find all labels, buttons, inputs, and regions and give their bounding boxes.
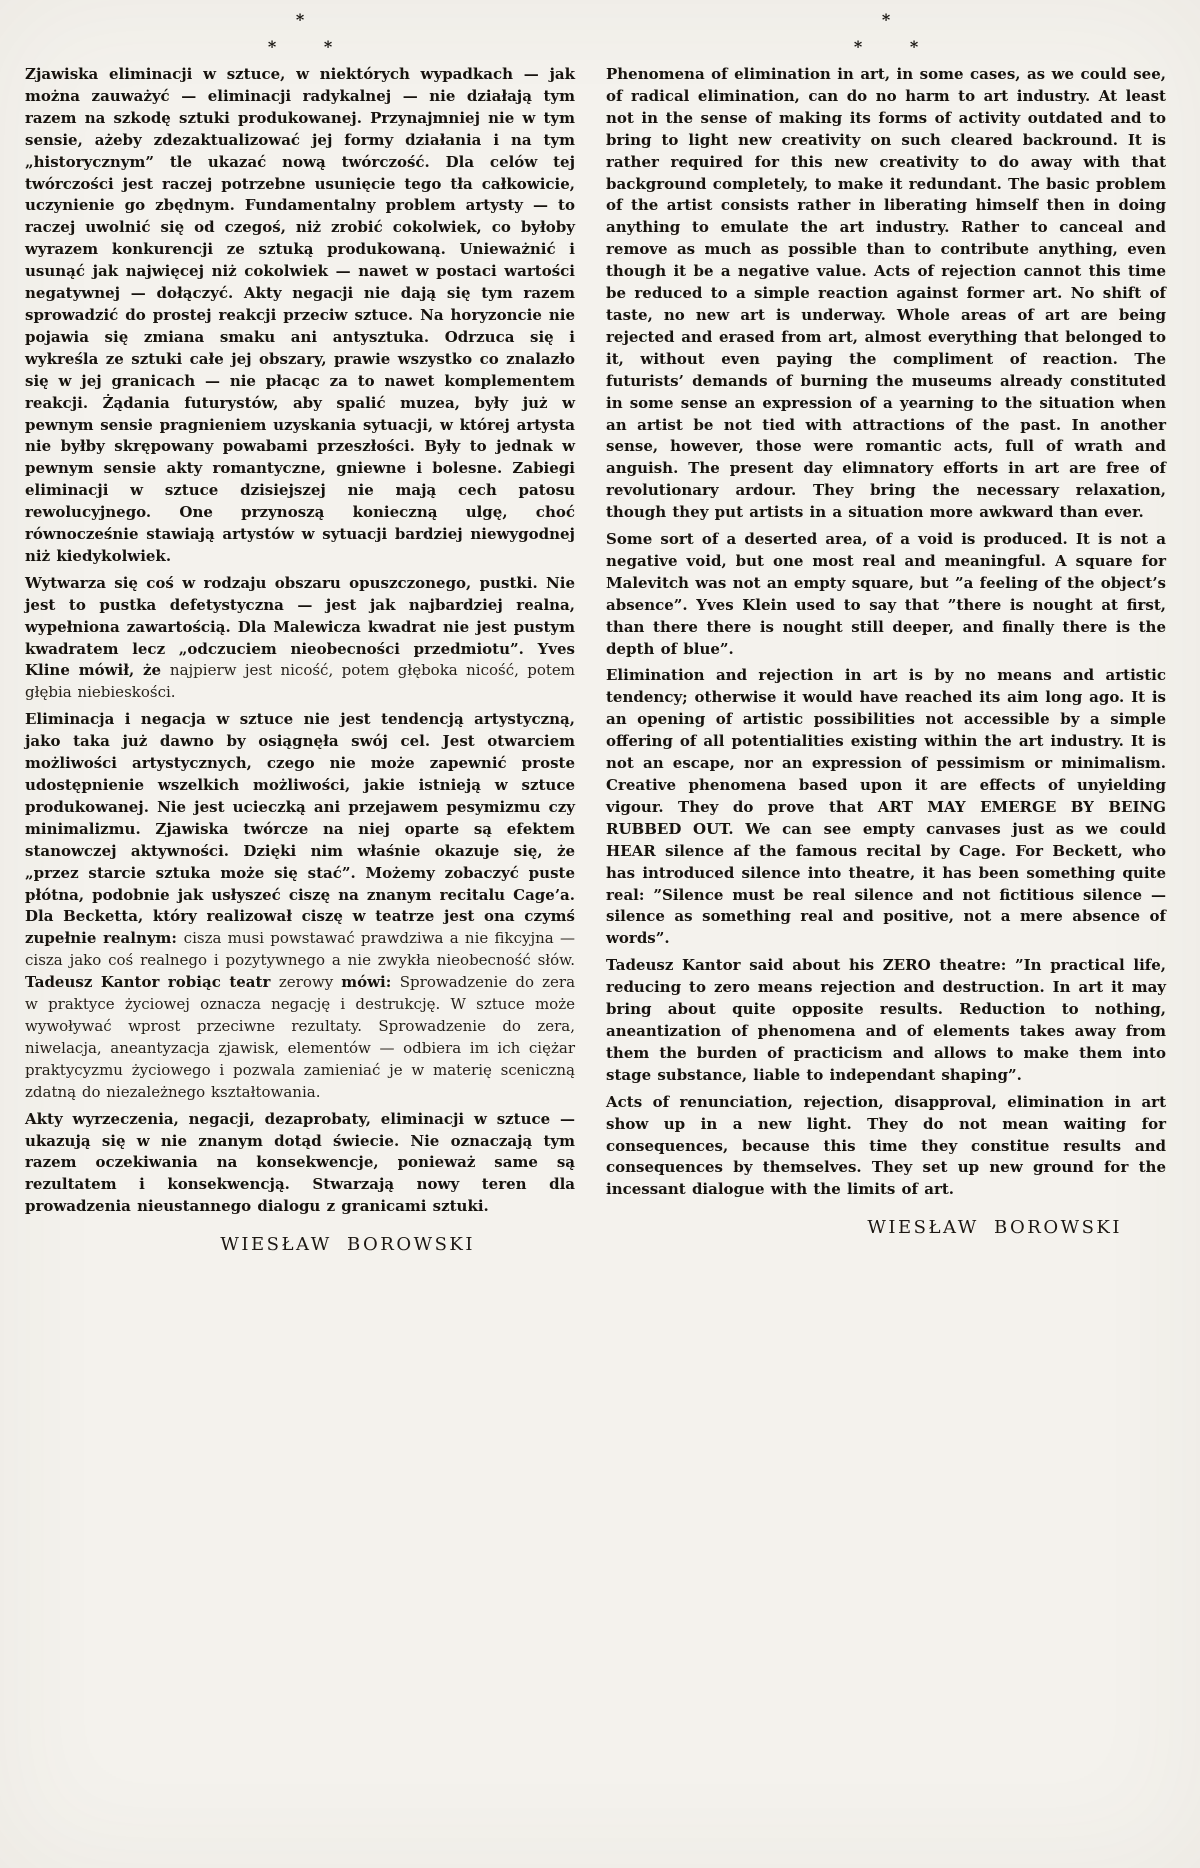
paragraph: [25, 1109, 575, 1219]
paragraph: [606, 665, 1166, 950]
author-signature: WIESŁAW BOROWSKI: [220, 1234, 475, 1256]
paragraph-list: [25, 64, 575, 1218]
text-run-bold: Acts of renunciation, rejection, disapproval, elimination in art show up in a new light. They do not mean waiting for consequences, because this time they constitue results and consequences by themselves. They set up new ground for the incessant dialogue with the limits of art.: [606, 1092, 1166, 1199]
text-run-bold: Eliminacja i negacja w sztuce nie jest tendencją artystyczną, jako taka już dawno by osiągnęła swój cel. Jest otwarciem możliwości artystycznych, czego nie może zapewnić proste udostępnienie wszelkich możliwości, jakie istnieją w sztuce produkowanej. Nie jest ucieczką ani przejawem pesymizmu czy minimalizmu. Zjawiska twórcze na niej oparte są efektem stanowczej aktywności. Dzięki nim właśnie okazuje się, że „przez starcie sztuka może się stać”. Możemy zobaczyć puste płótna, podobnie jak usłyszeć ciszę na znanym recitalu Cage’a. Dla Becketta, który realizował ciszę w teatrze jest ona czymś zupełnie realnym:: [25, 710, 575, 948]
text-run-bold: Zjawiska eliminacji w sztuce, w niektórych wypadkach — jak można zauważyć — eliminacji radykalnej — nie działają tym razem na szkodę sztuki produkowanej. Przynajmniej nie w tym sensie, ażeby zdezaktualizować jej formy działania i na tym „historycznym” tle ukazać nową twórczość. Dla celów tej twórczości jest raczej potrzebne usunięcie tego tła całkowicie, uczynienie go zbędnym. Fundamentalny problem artysty — to raczej uwolnić się od czegoś, niż zrobić cokolwiek, co byłoby wyrazem konkurencji ze sztuką produkowaną. Unieważnić i usunąć jak najwięcej niż cokolwiek — nawet w postaci wartości negatywnej — dołączyć. Akty negacji nie dają się tym razem sprowadzić do prostej reakcji przeciw sztuce. Na horyzoncie nie pojawia się zmiana smaku ani antysztuka. Odrzuca się i wykreśla ze sztuki całe jej obszary, prawie wszystko co znalazło się w jej granicach — nie płacąc za to nawet komplementem reakcji. Żądania futurystów, aby spalić muzea, były już w pewnym sensie pragnieniem uzyskania sytuacji, w której artysta nie byłby skrępowany powabami przeszłości. Były to jednak w pewnym sensie akty romantyczne, gniewne i bolesne. Zabiegi eliminacji w sztuce dzisiejszej nie mają cech patosu rewolucyjnego. One przynoszą konieczną ulgę, choć równocześnie stawiają artystów w sytuacji bardziej niewygodnej niż kiedykolwiek.: [25, 65, 575, 565]
paragraph: [25, 64, 575, 568]
asterisk-divider: [25, 8, 575, 58]
paragraph-list: [606, 64, 1166, 1201]
text-run-bold: Phenomena of elimination in art, in some cases, as we could see, of radical elimination, can do no harm to art industry. At least not in the sense of making its forms of activity outdated and to bring to light new creativity on such cleared backround. It is rather required for this new creativity to do away with that background completely, to make it redundant. The basic problem of the artist consists rather in liberating himself then in doing anything to emulate the art industry. Rather to canceal and remove as much as possible than to contribute anything, even though it be a negative value. Acts of rejection cannot this time be reduced to a simple reaction against former art. No shift of taste, no new art is underway. Whole areas of art are being rejected and erased from art, almost everything that belonged to it, without even paying the compliment of reaction. The futurists’ demands of burning the museums already constituted in some sense an expression of a yearning to the situation when an artist be not tied with attractions of the past. In another sense, however, those were romantic acts, full of wrath and anguish. The present day elimnatory efforts in art are free of revolutionary ardour. They bring the necessary relaxation, though they put artists in a situation more awkward than ever.: [606, 65, 1166, 522]
column-english-text: [606, 8, 1166, 1238]
asterisk-icon: *: [323, 37, 333, 56]
text-run-bold: Tadeusz Kantor said about his ZERO theatre: ”In practical life, reducing to zero means rejection and destruction. In art it may bring about quite opposite results. Reduction to nothing, aneantization of phenomena and of elements takes away from them the burden of practicism and allows to make them into stage substance, liable to independant shaping”.: [606, 956, 1166, 1084]
text-run-regular: zerowy: [278, 973, 342, 992]
asterisk-icon: *: [295, 10, 305, 29]
column-polish-text: [25, 8, 575, 1255]
paragraph: [606, 529, 1166, 660]
asterisk-icon: *: [909, 37, 919, 56]
paragraph: [606, 64, 1166, 524]
text-run-bold: Akty wyrzeczenia, negacji, dezaprobaty, eliminacji w sztuce — ukazują się w nie znanym dotąd świecie. Nie oznaczają tym razem oczekiwania na konsekwencje, ponieważ same są rezultatem i konsekwencją. Stwarzają nowy teren dla prowadzenia nieustannego dialogu z granicami sztuki.: [25, 1109, 575, 1216]
text-run-bold: Tadeusz Kantor robiąc teatr: [25, 973, 279, 992]
asterisk-icon: *: [853, 37, 863, 56]
text-run-regular: Sprowadzenie do zera w praktyce życiowej oznacza negację i destrukcję. W sztuce może wywoływać wprost przeciwne rezultaty. Sprowadzenie do zera, niwelacja, aneantyzacja zjawisk, elementów — odbiera im ich ciężar praktycyzmu życiowego i pozwala zamieniać je w materię sceniczną zdatną do niezależnego kształtowania.: [25, 973, 576, 1101]
paragraph: [606, 1092, 1166, 1202]
text-run-regular: najpierw jest nicość, potem głęboka nicość, potem głębia niebieskości.: [25, 661, 576, 702]
paragraph: [25, 709, 575, 1103]
text-run-bold: mówi:: [341, 973, 400, 992]
author-signature: WIESŁAW BOROWSKI: [867, 1217, 1122, 1239]
text-run-bold: Some sort of a deserted area, of a void is produced. It is not a negative void, but one most real and meaningful. A square for Malevitch was not an empty square, but ”a feeling of the object’s absence”. Yves Klein used to say that ”there is nought at first, than there there is nought still deeper, and finally there is the depth of blue”.: [606, 530, 1166, 658]
text-run-bold: Elimination and rejection in art is by no means and artistic tendency; otherwise it would have reached its aim long ago. It is an opening of artistic possibilities not accessible by a simple offering of all potentialities existing within the art industry. It is not an escape, nor an expression of pessimism or minimalism. Creative phenomena based upon it are effects of unyielding vigour. They do prove that ART MAY EMERGE BY BEING RUBBED OUT. We can see empty canvases just as we could HEAR silence af the famous recital by Cage. For Beckett, who has introduced silence into theatre, it has been something quite real: ”Silence must be real silence and not fictitious silence — silence as something real and positive, not a mere absence of words”.: [606, 666, 1166, 948]
text-run-regular: cisza musi powstawać prawdziwa a nie fikcyjna — cisza jako coś realnego i pozytywnego a nie zwykła nieobecność słów.: [25, 929, 575, 970]
asterisk-divider: [606, 8, 1166, 58]
text-run-bold: Wytwarza się coś w rodzaju obszaru opuszczonego, pustki. Nie jest to pustka defetystyczna — jest jak najbardziej realna, wypełniona zawartością. Dla Malewicza kwadrat nie jest pustym kwadratem lecz „odczuciem nieobecności przedmiotu”. Yves Kline mówił, że: [25, 573, 575, 680]
paragraph: [25, 573, 575, 704]
paragraph: [606, 955, 1166, 1086]
asterisk-icon: *: [881, 10, 891, 29]
asterisk-icon: *: [267, 37, 277, 56]
